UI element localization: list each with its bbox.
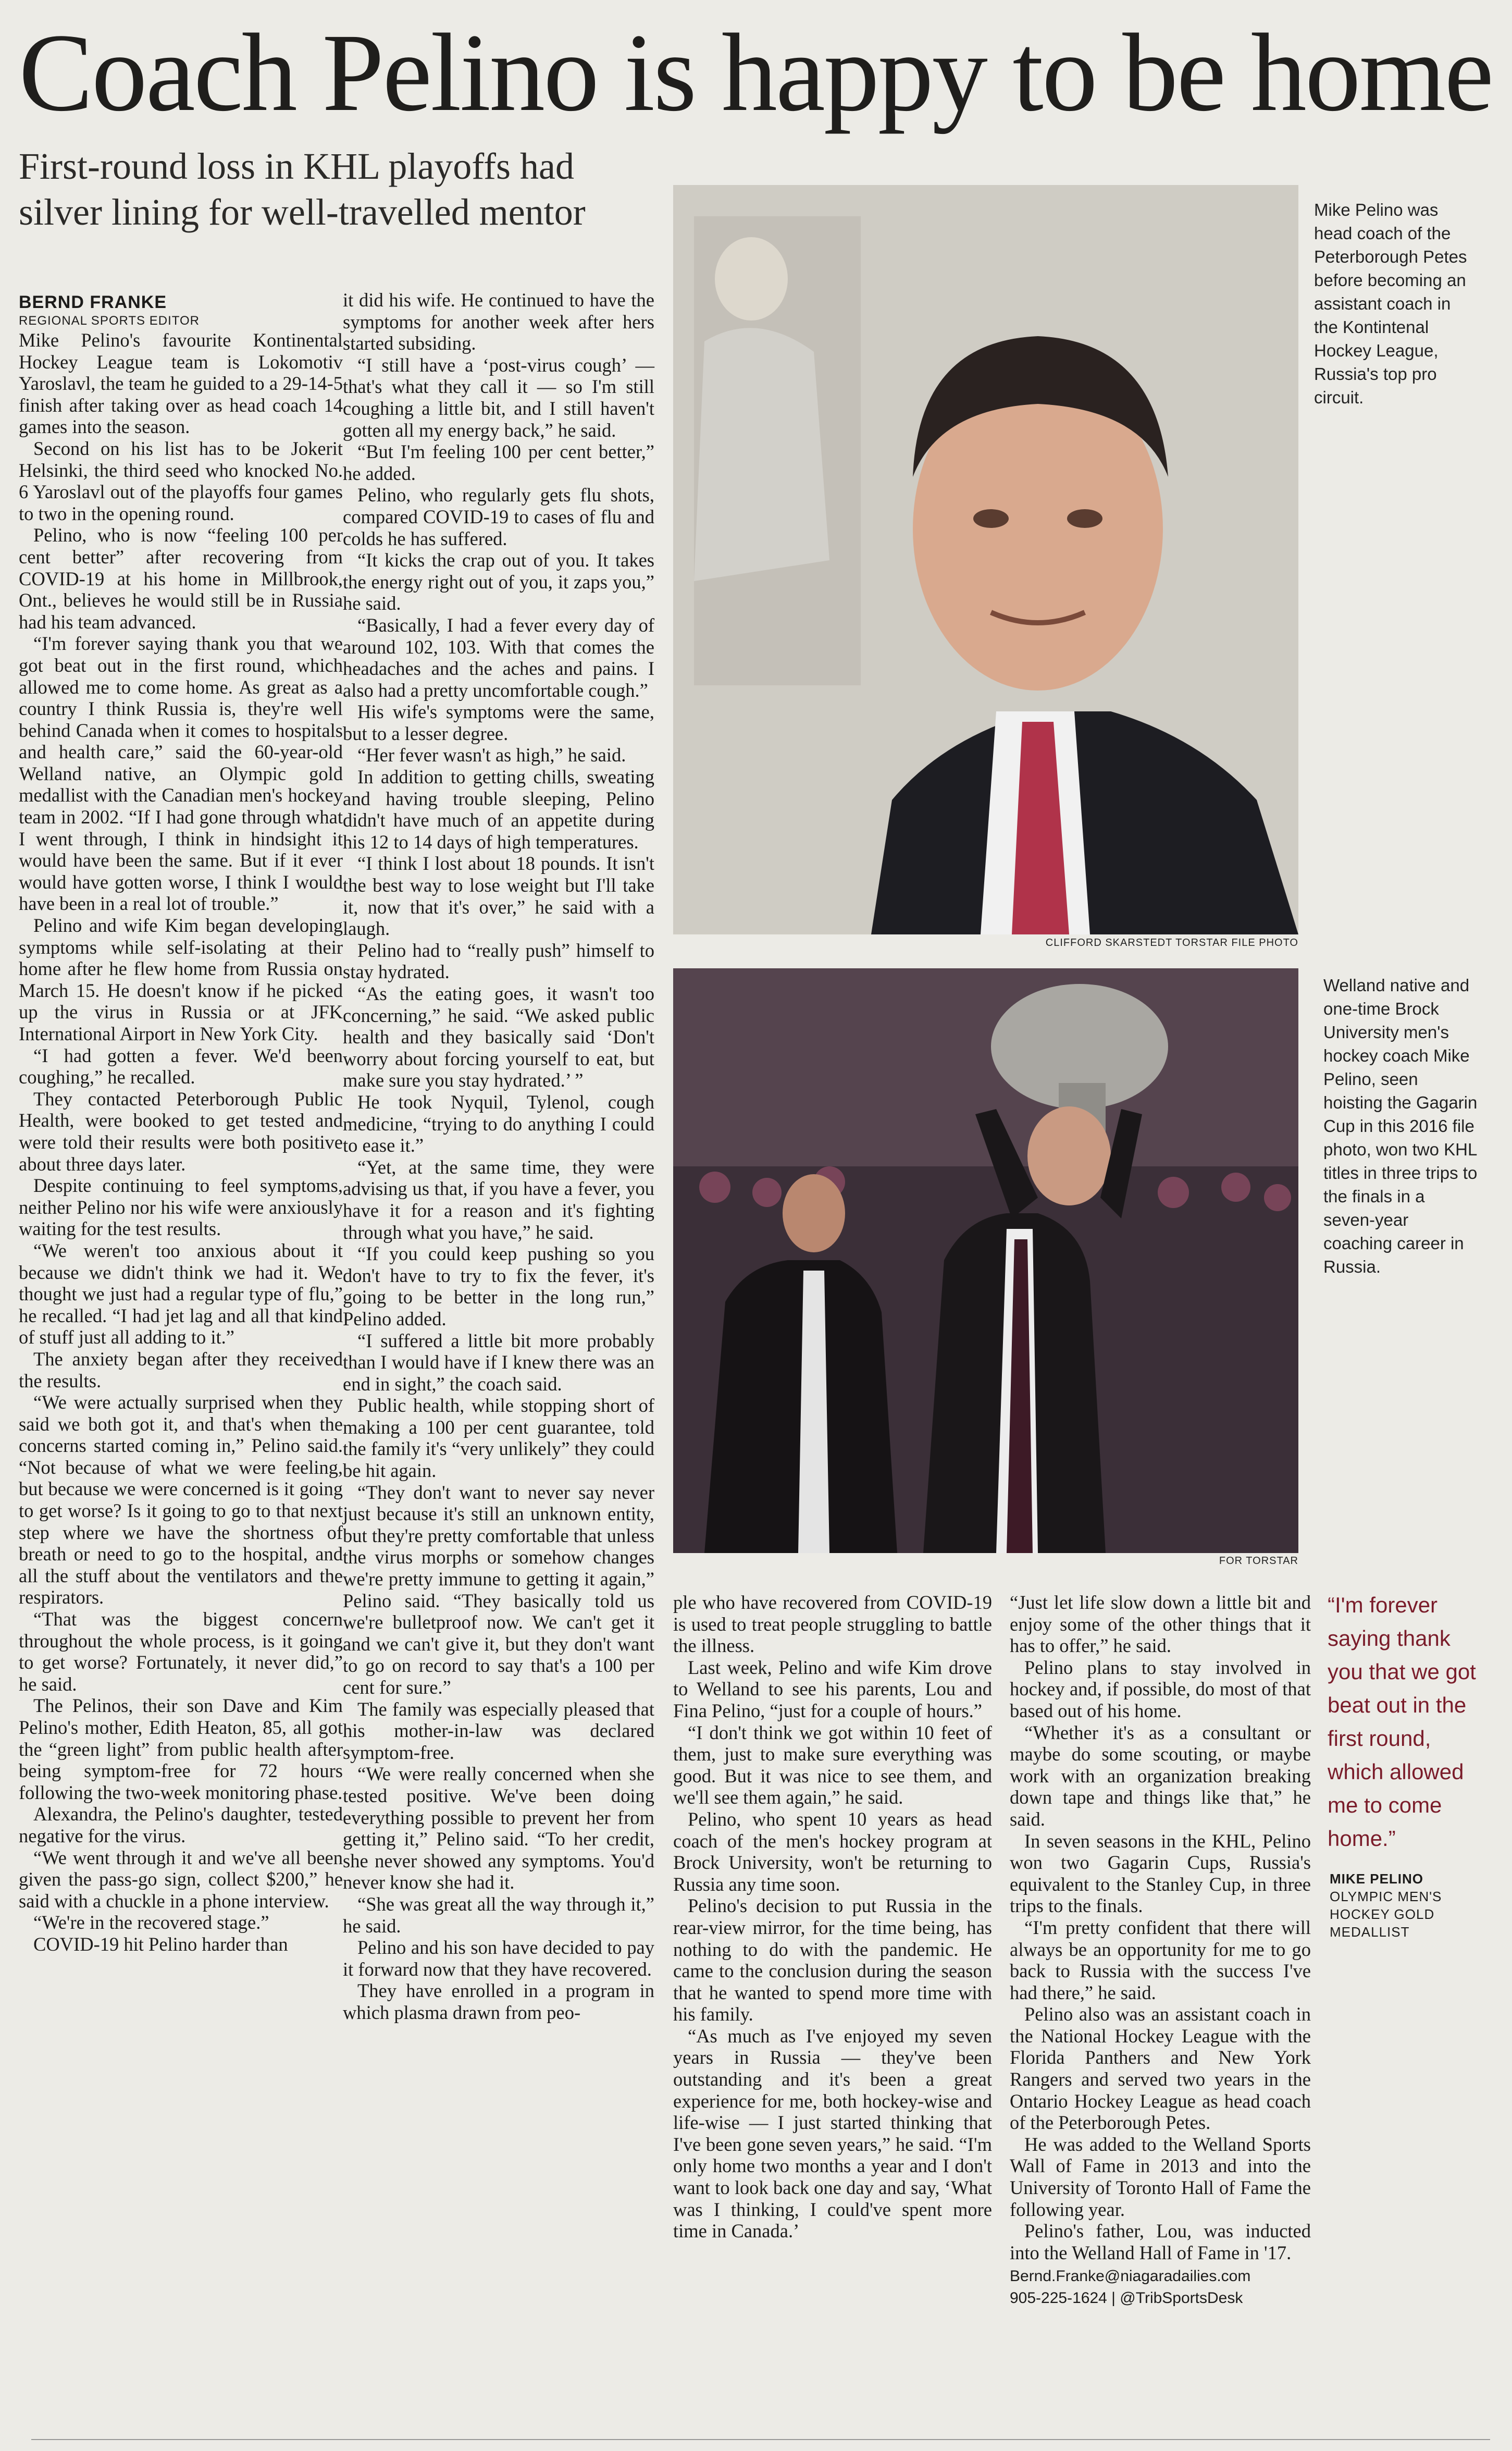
paragraph: “I still have a ‘post-virus cough’ — that's what they call it — so I'm still coughing a little bit, and I still haven't gotten all my energy back,” he said. (343, 354, 654, 441)
paragraph: “I had gotten a fever. We'd been coughing,” he recalled. (19, 1044, 343, 1088)
paragraph: Pelino and wife Kim began developing symptoms while self-isolating at their home after he flew home from Russia on March 15. He doesn't know if he picked up the virus in Russia or at JFK International Airport in New York City. (19, 915, 343, 1044)
paragraph: “I'm forever saying thank you that we got beat out in the first round, which allowed me to come home. As great as a country I think Russia is, they're well behind Canada when it comes to hospitals and health care,” said the 60-year-old Welland native, an Olympic gold medallist with the Canadian men's hockey team in 2002. “If I had gone through what I went through, I think in hindsight it would have been the same. But if it ever would have gotten worse, I think I would have been in a real lot of trouble.” (19, 633, 343, 915)
photo-portrait (673, 185, 1298, 934)
paragraph: “As the eating goes, it wasn't too concerning,” he said. “We asked public health and they basically said ‘Don't worry about forcing yourself to eat, but make sure you stay hydrated.’ ” (343, 983, 654, 1091)
text-column-4 (1010, 1592, 1311, 2309)
pull-quote: “I'm forever saying thank you that we got beat out in the first round, which allowed me to come home.” (1328, 1593, 1476, 1851)
photo-cutline-1: Mike Pelino was head coach of the Peterborough Petes before becoming an assistant coach in the Kontintenal Hockey League, Russia's top pro circuit. (1314, 200, 1467, 407)
paragraph: “Her fever wasn't as high,” he said. (357, 744, 626, 766)
trophy-illustration (673, 968, 1298, 1553)
paragraph: They have enrolled in a program in which plasma drawn from peo- (343, 1980, 654, 2023)
paragraph: “As much as I've enjoyed my seven years in Russia — they've been outstanding and it's been a great experience for me, both hockey-wise and life-wise — I just started thinking that I've been gone seven years,” he said. “I'm only home two months a year and I don't want to look back one day and say, ‘What was I thinking, I could've spent more time in Canada.’ (673, 2025, 992, 2242)
paragraph: COVID-19 hit Pelino harder than (33, 1933, 288, 1955)
paragraph: Pelino, who is now “feeling 100 per cent better” after recovering from COVID-19 at his home in Millbrook, Ont., believes he would still be in Russia had his team advanced. (19, 524, 343, 633)
paragraph: “It kicks the crap out of you. It takes the energy right out of you, it zaps you,” he said. (343, 549, 654, 614)
paragraph: “They don't want to never say never just because it's still an unknown entity, but they're pretty comfortable that unless the virus morphs or somehow changes we're pretty immune to getting it again,” Pelino said. “They basically told us we're bulletproof now. We can't get it and we can't give it, but they don't want to go on record to say that's a 100 per cent for sure.” (343, 1481, 654, 1698)
text-column-3 (673, 1592, 992, 2242)
paragraph: it did his wife. He continued to have the symptoms for another week after hers started subsiding. (343, 289, 654, 354)
paragraph: Pelino's father, Lou, was inducted into the Welland Hall of Fame in '17. (1010, 2220, 1311, 2263)
paragraph: “I suffered a little bit more probably than I would have if I knew there was an end in sight,” the coach said. (343, 1329, 654, 1395)
paragraph: He took Nyquil, Tylenol, cough medicine, “trying to do anything I could to ease it.” (343, 1091, 654, 1156)
paragraph: “I think I lost about 18 pounds. It isn't the best way to lose weight but I'll take it, now that it's over,” he said with a laugh. (343, 853, 654, 940)
paragraph: His wife's symptoms were the same, but to a lesser degree. (343, 701, 654, 744)
bottom-rule (31, 2439, 1490, 2440)
paragraph: “That was the biggest concern throughout the whole process, is it going to get worse? Fortunately, it never did,” he said. (19, 1608, 343, 1695)
paragraph: “I don't think we got within 10 feet of them, just to make sure everything was good. But it was nice to see them, and we'll see them again,” he said. (673, 1721, 992, 1808)
paragraph: “Whether it's as a consultant or maybe do some scouting, or maybe work with an organization breaking down tape and things like that,” he said. (1010, 1721, 1311, 1830)
paragraph: Pelino's decision to put Russia in the rear-view mirror, for the time being, has nothing to do with the pandemic. He came to the conclusion during the season that he wanted to spend more time with his family. (673, 1895, 992, 2025)
byline-role: REGIONAL SPORTS EDITOR (19, 314, 200, 328)
paragraph: In seven seasons in the KHL, Pelino won two Gagarin Cups, Russia's equivalent to the Stanley Cup, in three trips to the finals. (1010, 1830, 1311, 1917)
paragraph: “We went through it and we've all been given the pass-go sign, collect $200,” he said with a chuckle in a phone interview. (19, 1846, 343, 1912)
paragraph: “We weren't too anxious about it because we didn't think we had it. We thought we just had a regular type of flu,” he recalled. “I had jet lag and all that kind of stuff just all adding to it.” (19, 1239, 343, 1348)
subheadline-deck: First-round loss in KHL playoffs had silver lining for well-travelled mentor (19, 145, 586, 233)
pull-quote-attribution (1330, 1870, 1486, 1941)
byline-name: BERND FRANKE (19, 292, 167, 312)
paragraph: The Pelinos, their son Dave and Kim Pelino's mother, Edith Heaton, 85, all got the “green light” from public health after being symptom-free for 72 hours following the two-week monitoring phase. (19, 1695, 343, 1803)
pull-quote-name: MIKE PELINO (1330, 1871, 1424, 1887)
paragraph: “Yet, at the same time, they were advising us that, if you have a fever, you have it for a reason and it's fighting through what you have,” he said. (343, 1156, 654, 1243)
author-contact-line: 905-225-1624 | @TribSportsDesk (1010, 2289, 1243, 2307)
paragraph: “But I'm feeling 100 per cent better,” he added. (343, 441, 654, 484)
text-column-1 (19, 329, 343, 1955)
paragraph: The anxiety began after they received the results. (19, 1348, 343, 1391)
photo-trophy (673, 968, 1298, 1553)
paragraph: “She was great all the way through it,” he said. (343, 1893, 654, 1937)
author-email[interactable]: Bernd.Franke@niagaradailies.com (1010, 2268, 1251, 2285)
paragraph: Pelino also was an assistant coach in the National Hockey League with the Florida Panthers and New York Rangers and served two years in the Ontario Hockey League as head coach of the Peterborough Petes. (1010, 2003, 1311, 2134)
photo-credit-2: FOR TORSTAR (1219, 1555, 1298, 1567)
paragraph: Mike Pelino's favourite Kontinental Hockey League team is Lokomotiv Yaroslavl, the team he guided to a 29-14-5 finish after taking over as head coach 14 games into the season. (19, 329, 343, 438)
paragraph: Pelino and his son have decided to pay it forward now that they have recovered. (343, 1937, 654, 1980)
paragraph: “We were really concerned when she tested positive. We've been doing everything possible to prevent her from getting it,” Pelino said. “To her credit, she never showed any symptoms. You'd never know she had it. (343, 1763, 654, 1893)
portrait-illustration (673, 185, 1298, 934)
paragraph: The family was especially pleased that his mother-in-law was declared symptom-free. (343, 1698, 654, 1763)
paragraph: “We were actually surprised when they said we both got it, and that's when the concerns started coming in,” Pelino said. “Not because of what we were feeling, but because we were concerned is it going to get worse? Is it going to go to that next step where we have the shortness of breath or need to go to the hospital, and all the stuff about the ventilators and the respirators. (19, 1391, 343, 1608)
paragraph: Pelino plans to stay involved in hockey and, if possible, do most of that based out of his home. (1010, 1656, 1311, 1721)
text-column-2 (343, 289, 654, 2024)
paragraph: Alexandra, the Pelino's daughter, tested negative for the virus. (19, 1803, 343, 1846)
paragraph: Last week, Pelino and wife Kim drove to Welland to see his parents, Lou and Fina Pelino, “just for a couple of hours.” (673, 1656, 992, 1721)
paragraph: In addition to getting chills, sweating and having trouble sleeping, Pelino didn't have much of an appetite during his 12 to 14 days of high temperatures. (343, 766, 654, 853)
photo-cutline-2: Welland native and one-time Brock University men's hockey coach Mike Pelino, seen hoisting the Gagarin Cup in this 2016 file photo, won two KHL titles in three trips to the finals in a seven-year coaching career in Russia. (1323, 976, 1478, 1276)
paragraph: He was added to the Welland Sports Wall of Fame in 2013 and into the University of Toronto Hall of Fame the following year. (1010, 2133, 1311, 2220)
paragraph: Second on his list has to be Jokerit Helsinki, the third seed who knocked No. 6 Yaroslavl out of the playoffs four games to two in the opening round. (19, 437, 343, 524)
paragraph: Pelino had to “really push” himself to stay hydrated. (343, 939, 654, 983)
paragraph: “Basically, I had a fever every day of around 102, 103. With that comes the headaches and the aches and pains. I also had a pretty uncomfortable cough.” (343, 614, 654, 701)
paragraph: “Just let life slow down a little bit and enjoy some of the other things that it has to offer,” he said. (1010, 1592, 1311, 1657)
paragraph: ple who have recovered from COVID-19 is used to treat people struggling to battle the illness. (673, 1592, 992, 1657)
paragraph: Pelino, who spent 10 years as head coach of the men's hockey program at Brock University, won't be returning to Russia any time soon. (673, 1808, 992, 1895)
byline (19, 292, 331, 329)
pull-quote-title: OLYMPIC MEN'S HOCKEY GOLD MEDALLIST (1330, 1889, 1442, 1940)
paragraph: Pelino, who regularly gets flu shots, compared COVID-19 to cases of flu and colds he has suffered. (343, 484, 654, 549)
paragraph: Despite continuing to feel symptoms, neither Pelino nor his wife were anxiously waiting for the test results. (19, 1175, 343, 1240)
paragraph: They contacted Peterborough Public Health, were booked to get tested and were told their results were both positive about three days later. (19, 1088, 343, 1175)
paragraph: “I'm pretty confident that there will always be an opportunity for me to go back to Russia with the success I've had there,” he said. (1010, 1916, 1311, 2003)
photo-credit-1: CLIFFORD SKARSTEDT TORSTAR FILE PHOTO (1045, 937, 1298, 949)
paragraph: “If you could keep pushing so you don't have to try to fix the fever, it's going to be better in the long run,” Pelino added. (343, 1243, 654, 1329)
headline: Coach Pelino is happy to be home (19, 11, 1493, 134)
paragraph: Public health, while stopping short of making a 100 per cent guarantee, told the family it's “very unlikely” they could be hit again. (343, 1395, 654, 1482)
paragraph: “We're in the recovered stage.” (33, 1912, 269, 1933)
